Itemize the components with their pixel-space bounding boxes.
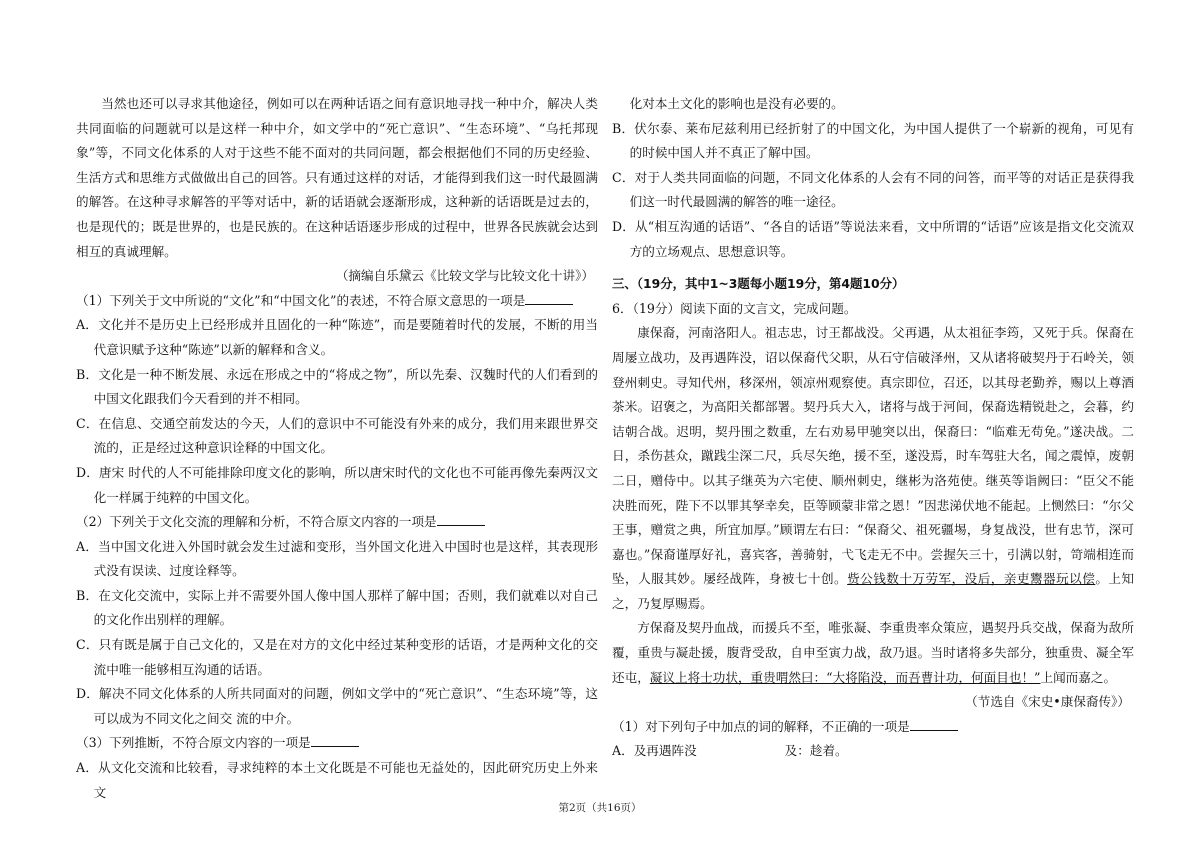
passage-text: 上闻而嘉之。	[1040, 669, 1117, 685]
question-1-text: （1）下列关于文中所说的“文化”和“中国文化”的表述，不符合原文意思的一项是	[76, 292, 526, 308]
q3-option-c: C．对于人类共同面临的问题，不同文化体系的人会有不同的问答，而平等的对话正是获得我们这一时代最圆满的解答的唯一途径。	[612, 169, 1134, 210]
question-6: 6．（19分）阅读下面的文言文，完成问题。	[612, 300, 857, 316]
q1-option-d: D．唐宋 时代的人不可能排除印度文化的影响，所以唐宋时代的文化也不可能再像先秦两汉文化一样属于纯粹的中国文化。	[76, 464, 598, 505]
answer-blank	[525, 292, 573, 305]
question-3-text: （3）下列推断，不符合原文内容的一项是	[76, 735, 311, 751]
classical-passage-paragraph-1	[612, 321, 1134, 616]
option-gloss: 及：趁着。	[784, 743, 848, 759]
passage-source: （摘编自乐黛云《比较文学与比较文化十讲》）	[335, 268, 594, 284]
question-1	[76, 289, 598, 314]
passage-text: 方保裔及契丹血战，而援兵不至，唯张凝、李重贵率众策应，遇契丹兵交战，保裔为敌所覆，重贵与凝赴援，腹背受敌，自申至寅力战，敌乃退。当时诸将多失部分，独重贵、凝全军还屯，	[612, 620, 1134, 685]
q3-option-a-continued: 化对本土文化的影响也是没有必要的。	[629, 96, 844, 111]
passage-text: 。上知之，乃复厚赐焉。	[612, 571, 1135, 611]
classical-passage-paragraph-2	[612, 616, 1134, 690]
q2-option-b: B．在文化交流中，实际上并不需要外国人像中国人那样了解中国；否则，我们就难以对自己的文化作出别样的理解。	[76, 587, 598, 628]
q3-option-b: B．伏尔泰、莱布尼兹利用已经折射了的中国文化，为中国人提供了一个崭新的视角，可见有的时候中国人并不真正了解中国。	[612, 120, 1134, 161]
option-phrase: A．及再遇阵没	[612, 743, 697, 759]
page-footer: 第2页（共16页）	[558, 802, 642, 814]
underlined-sentence: 赀公钱数十万劳军，没后，亲吏鬻器玩以偿	[847, 571, 1096, 587]
classical-passage-source: （节选自《宋史•康保裔传》）	[965, 694, 1130, 710]
q2-option-c: C．只有既是属于自己文化的，又是在对方的文化中经过某种变形的话语，才是两种文化的交流中唯一能够相互沟通的话语。	[76, 637, 598, 677]
answer-blank	[910, 718, 958, 731]
answer-blank	[437, 513, 485, 526]
question-3	[76, 731, 598, 756]
q2-option-a: A．当中国文化进入外国时就会发生过滤和变形，当外国文化进入中国时也是这样，其表现形式没有误读、过度诠释等。	[76, 538, 598, 579]
q2-option-d: D．解决不同文化体系的人所共同面对的问题，例如文学中的“死亡意识”、“生态环境”等，这可以成为不同文化之间交 流的中介。	[76, 686, 598, 726]
q3-option-a: A．从文化交流和比较看，寻求纯粹的本土文化既是不可能也无益处的，因此研究历史上外来文	[76, 760, 598, 800]
passage-text: 康保裔，河南洛阳人。祖志忠，讨王都战没。父再遇，从太祖征李筠，又死于兵。保裔在周屡立战功，及再遇阵没，诏以保裔代父职，从石守信破泽州，又从诸将破契丹于石岭关，领登州刺史。寻知代州，移深州，领凉州观察使。真宗即位，召还，以其母老勤养，赐以上尊酒茶米。诏褒之，为高阳关都部署。契丹兵大入，诸将与战于河间，保裔选精锐赴之，会暮，约诘朝合战。迟明，契丹围之数重，左右劝易甲驰突以出，保裔曰：“临难无苟免。”遂决战。二日，杀伤甚众，蹴践尘深二尺，兵尽矢绝，援不至，遂没焉，时车驾驻大名，闻之震悼，废朝二日，赠侍中。以其子继英为六宅使、顺州刺史，继彬为洛苑使。继英等诣阙曰：“臣父不能决胜而死，陛下不以罪其孥幸矣，臣等顾蒙非常之恩！”因悲涕伏地不能起。上恻然曰：“尔父王事，赠赏之典，所宜加厚。”顾谓左右曰：“保裔父、祖死疆埸，身复战没，世有忠节，深可嘉也。”保裔谨厚好礼，喜宾客，善骑射，弋飞走无不中。尝握矢三十，引满以射，笴端相连而坠，人服其妙。屡经战阵，身被七十创。	[612, 325, 1134, 587]
q1-option-a: A．文化并不是历史上已经形成并且固化的一种“陈迹”，而是要随着时代的发展，不断的用当代意识赋予这种“陈迹”以新的解释和含义。	[76, 317, 598, 357]
q1-option-b: B．文化是一种不断发展、永远在形成之中的“将成之物”，所以先秦、汉魏时代的人们看到的中国文化跟我们今天看到的并不相同。	[76, 366, 598, 407]
left-column	[76, 92, 598, 805]
question-2-text: （2）下列关于文化交流的理解和分析，不符合原文内容的一项是	[76, 514, 437, 530]
sub-q1-option-a	[612, 739, 1134, 764]
question-2	[76, 510, 598, 535]
underlined-sentence: 凝议上将士功状，重贵喟然曰：“大将陷没，而吾曹计功，何面目也！”	[649, 669, 1041, 685]
answer-blank	[311, 734, 359, 747]
section-title: 三、（19分，其中1~3题每小题19分，第4题10分）	[612, 276, 905, 292]
right-column	[612, 92, 1134, 764]
q3-option-d: D．从“相互沟通的话语”、“各自的话语”等说法来看，文中所谓的“话语”应该是指文化交流双方的立场观点、思想意识等。	[612, 218, 1134, 259]
sub-question-1	[612, 715, 1134, 740]
passage-paragraph: 当然也还可以寻求其他途径，例如可以在两种话语之间有意识地寻找一种中介，解决人类共同面临的问题就可以是这样一种中介，如文学中的“死亡意识”、“生态环境”、“乌托邦现象”等，不同文化体系的人对于这些不能不面对的共同问题，都会根据他们不同的历史经验、生活方式和思维方式做做出自己的回答。只有通过这样的对话，才能得到我们这一时代最圆满的解答。在这种寻求解答的平等对话中，新的话语就会逐渐形成，这种新的话语既是过去的，也是现代的；既是世界的，也是民族的。在这种话语逐步形成的过程中，世界各民族就会达到相互的真诚理解。	[76, 96, 598, 259]
sub-question-1-text: （1）对下列句子中加点的词的解释，不正确的一项是	[612, 718, 910, 734]
q1-option-c: C．在信息、交通空前发达的今天，人们的意识中不可能没有外来的成分，我们用来跟世界交流的，正是经过这种意识诠释的中国文化。	[76, 415, 598, 456]
spacer	[612, 264, 1134, 272]
